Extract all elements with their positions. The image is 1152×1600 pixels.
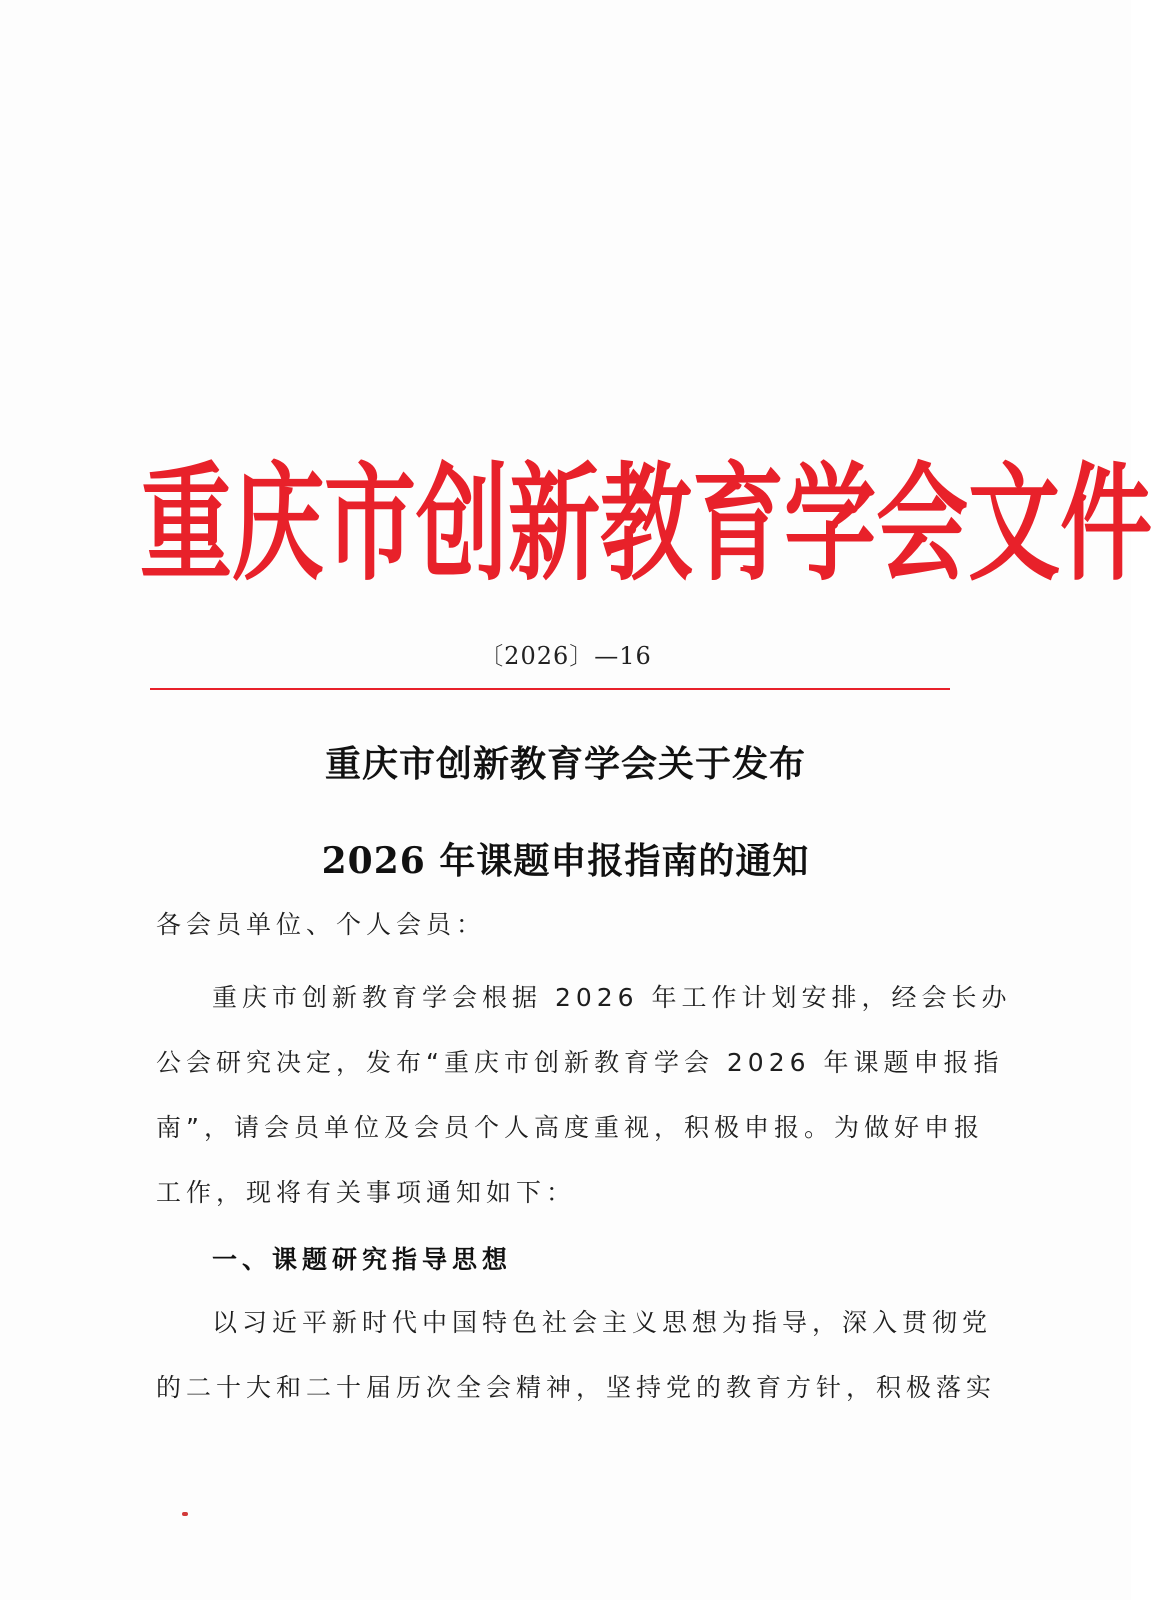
notice-title-line-2: 2026 年课题申报指南的通知 xyxy=(321,840,810,882)
masthead-char-6: 教 xyxy=(600,450,693,599)
paragraph-1-line-4: 工作，现将有关事项通知如下： xyxy=(156,1178,577,1207)
masthead-char-11: 件 xyxy=(1060,450,1152,599)
masthead-char-7: 育 xyxy=(692,450,785,599)
masthead-char-10: 文 xyxy=(968,450,1061,599)
notice-title-line-1: 重庆市创新教育学会关于发布 xyxy=(324,743,806,785)
masthead-char-8: 学 xyxy=(784,450,877,599)
red-divider-line xyxy=(150,688,950,690)
scan-speck xyxy=(182,1512,188,1516)
paragraph-1-line-2: 公会研究决定，发布“重庆市创新教育学会 2026 年课题申报指 xyxy=(156,1048,1004,1077)
document-number: 〔2026〕—16 xyxy=(479,642,652,670)
paragraph-1-line-1: 重庆市创新教育学会根据 2026 年工作计划安排，经会长办 xyxy=(212,983,1012,1012)
masthead-char-4: 创 xyxy=(416,450,509,599)
masthead-title xyxy=(140,428,1152,621)
section-1-line-1: 以习近平新时代中国特色社会主义思想为指导，深入贯彻党 xyxy=(212,1308,993,1337)
salutation: 各会员单位、个人会员： xyxy=(156,910,487,939)
masthead-char-1: 重 xyxy=(140,450,233,599)
section-1-line-2: 的二十大和二十届历次全会精神，坚持党的教育方针，积极落实 xyxy=(156,1373,997,1402)
masthead-char-3: 市 xyxy=(324,450,417,599)
masthead-char-9: 会 xyxy=(876,450,969,599)
paragraph-1-line-3: 南”，请会员单位及会员个人高度重视，积极申报。为做好申报 xyxy=(156,1113,984,1142)
section-1-heading: 一、课题研究指导思想 xyxy=(212,1245,513,1274)
masthead-char-5: 新 xyxy=(508,450,601,599)
masthead-char-2: 庆 xyxy=(232,450,325,599)
